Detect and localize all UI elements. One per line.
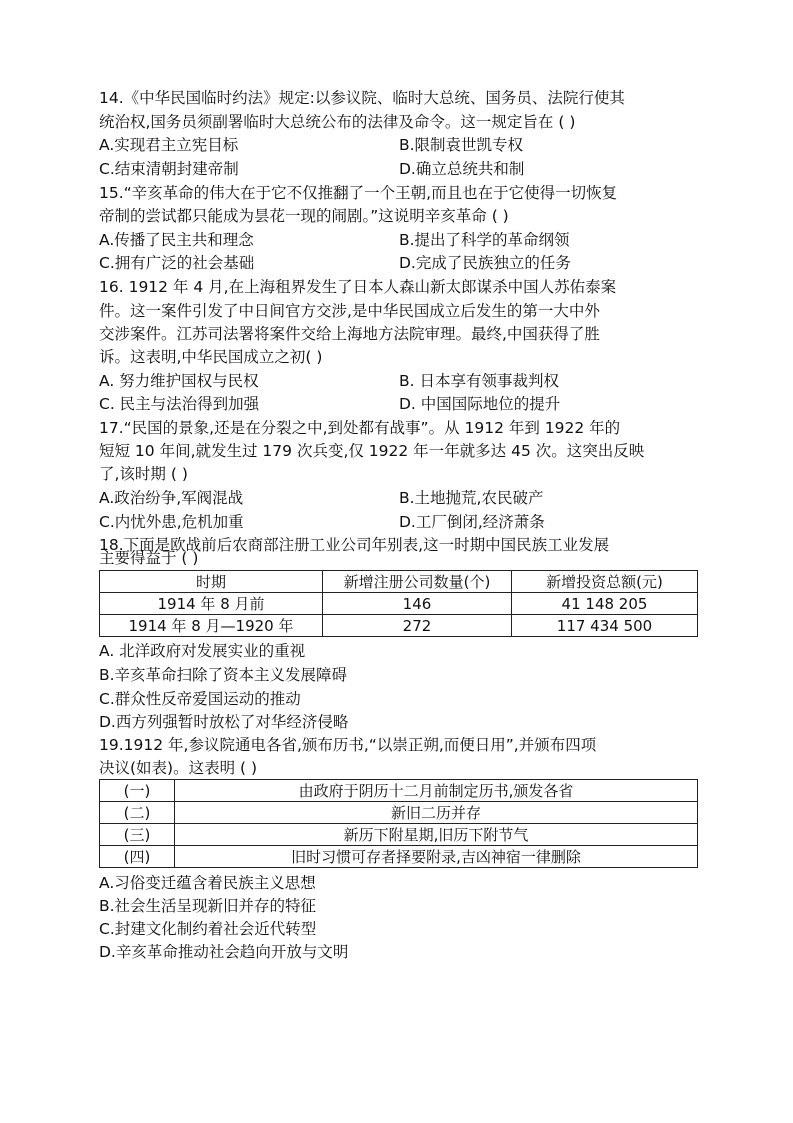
q16-option-d: D. 中国国际地位的提升 — [399, 395, 561, 413]
table-header-cell: 新增投资总额(元) — [512, 571, 698, 593]
q17-stem-line2: 短短 10 年间,就发生过 179 次兵变,仅 1922 年一年就多达 45 次。这突出反映 — [99, 442, 645, 460]
q16-stem-line3: 交涉案件。江苏司法署将案件交给上海地方法院审理。最终,中国获得了胜 — [99, 325, 600, 343]
table-cell: 146 — [323, 593, 512, 615]
q15-option-a: A.传播了民主共和理念 — [99, 231, 254, 249]
q14-option-d: D.确立总统共和制 — [399, 160, 525, 178]
q16-option-c: C. 民主与法治得到加强 — [99, 395, 260, 413]
q14-stem-line1: 14.《中华民国临时约法》规定:以参议院、临时大总统、国务员、法院行使其 — [99, 89, 625, 107]
table-cell: 41 148 205 — [512, 593, 698, 615]
q17-option-d: D.工厂倒闭,经济萧条 — [399, 513, 545, 531]
table-header-cell: 新增注册公司数量(个) — [323, 571, 512, 593]
q16-option-a: A. 努力维护国权与民权 — [99, 372, 259, 390]
table-header-row — [100, 571, 698, 593]
table-row — [100, 846, 698, 868]
q17-option-a: A.政治纷争,军阀混战 — [99, 489, 244, 507]
q16-stem-line4: 诉。这表明,中华民国成立之初( ) — [99, 348, 323, 366]
q18-option-c: C.群众性反帝爱国运动的推动 — [99, 690, 301, 708]
q14-option-c: C.结束清朝封建帝制 — [99, 160, 239, 178]
table-row — [100, 780, 698, 802]
q17-option-b: B.土地抛荒,农民破产 — [399, 489, 544, 507]
q19-option-b: B.社会生活呈现新旧并存的特征 — [99, 897, 317, 915]
table-header-cell: 时期 — [100, 571, 323, 593]
q15-option-d: D.完成了民族独立的任务 — [399, 254, 571, 272]
table-cell-index: (四) — [100, 846, 175, 868]
table-row — [100, 593, 698, 615]
q18-option-a: A. 北洋政府对发展实业的重视 — [99, 642, 306, 660]
q15-option-c: C.拥有广泛的社会基础 — [99, 254, 255, 272]
table-row — [100, 824, 698, 846]
q16-option-b: B. 日本享有领事裁判权 — [399, 372, 559, 390]
q14-option-b: B.限制袁世凯专权 — [399, 136, 524, 154]
q15-option-b: B.提出了科学的革命纲领 — [399, 231, 570, 249]
q19-resolution-table — [99, 779, 698, 868]
q19-option-a: A.习俗变迁蕴含着民族主义思想 — [99, 874, 316, 892]
q19-option-d: D.辛亥革命推动社会趋向开放与文明 — [99, 943, 349, 961]
table-cell: 新历下附星期,旧历下附节气 — [175, 824, 698, 846]
table-cell: 1914 年 8 月—1920 年 — [100, 615, 323, 637]
table-cell-index: (三) — [100, 824, 175, 846]
q19-stem-line2: 决议(如表)。这表明 ( ) — [99, 759, 258, 777]
table-cell: 272 — [323, 615, 512, 637]
q19-stem-line1: 19.1912 年,参议院通电各省,颁布历书,“以崇正朔,而便日用”,并颁布四项 — [99, 736, 597, 754]
table-row — [100, 615, 698, 637]
q18-stem-line2: 主要得益于 ( ) — [99, 549, 199, 567]
q18-stem-line1: 18.下面是欧战前后农商部注册工业公司年别表,这一时期中国民族工业发展 — [99, 536, 610, 554]
q15-stem-line2: 帝制的尝试都只能成为昙花一现的闹剧。”这说明辛亥革命 ( ) — [99, 207, 509, 225]
table-cell: 由政府于阴历十二月前制定历书,颁发各省 — [175, 780, 698, 802]
q14-stem-line2: 统治权,国务员须副署临时大总统公布的法律及命令。这一规定旨在 ( ) — [99, 113, 576, 131]
q18-option-d: D.西方列强暂时放松了对华经济侵略 — [99, 713, 349, 731]
q17-option-c: C.内忧外患,危机加重 — [99, 513, 244, 531]
q17-stem-line1: 17.“民国的景象,还是在分裂之中,到处都有战事”。从 1912 年到 1922 年的 — [99, 419, 621, 437]
table-row — [100, 802, 698, 824]
q15-stem-line1: 15.“辛亥革命的伟大在于它不仅推翻了一个王朝,而且也在于它使得一切恢复 — [99, 184, 618, 202]
q17-stem-line3: 了,该时期 ( ) — [99, 465, 188, 483]
q16-stem-line2: 件。这一案件引发了中日间官方交涉,是中华民国成立后发生的第一大中外 — [99, 302, 600, 320]
q16-stem-line1: 16. 1912 年 4 月,在上海租界发生了日本人森山新太郎谋杀中国人苏佑泰案 — [99, 278, 617, 296]
table-cell-index: (二) — [100, 802, 175, 824]
table-cell: 1914 年 8 月前 — [100, 593, 323, 615]
q14-option-a: A.实现君主立宪目标 — [99, 136, 239, 154]
table-cell-index: (一) — [100, 780, 175, 802]
q19-option-c: C.封建文化制约着社会近代转型 — [99, 920, 317, 938]
table-cell: 新旧二历并存 — [175, 802, 698, 824]
table-cell: 117 434 500 — [512, 615, 698, 637]
table-cell: 旧时习惯可存者择要附录,吉凶神宿一律删除 — [175, 846, 698, 868]
q18-option-b: B.辛亥革命扫除了资本主义发展障碍 — [99, 666, 348, 684]
q18-data-table — [99, 570, 698, 637]
